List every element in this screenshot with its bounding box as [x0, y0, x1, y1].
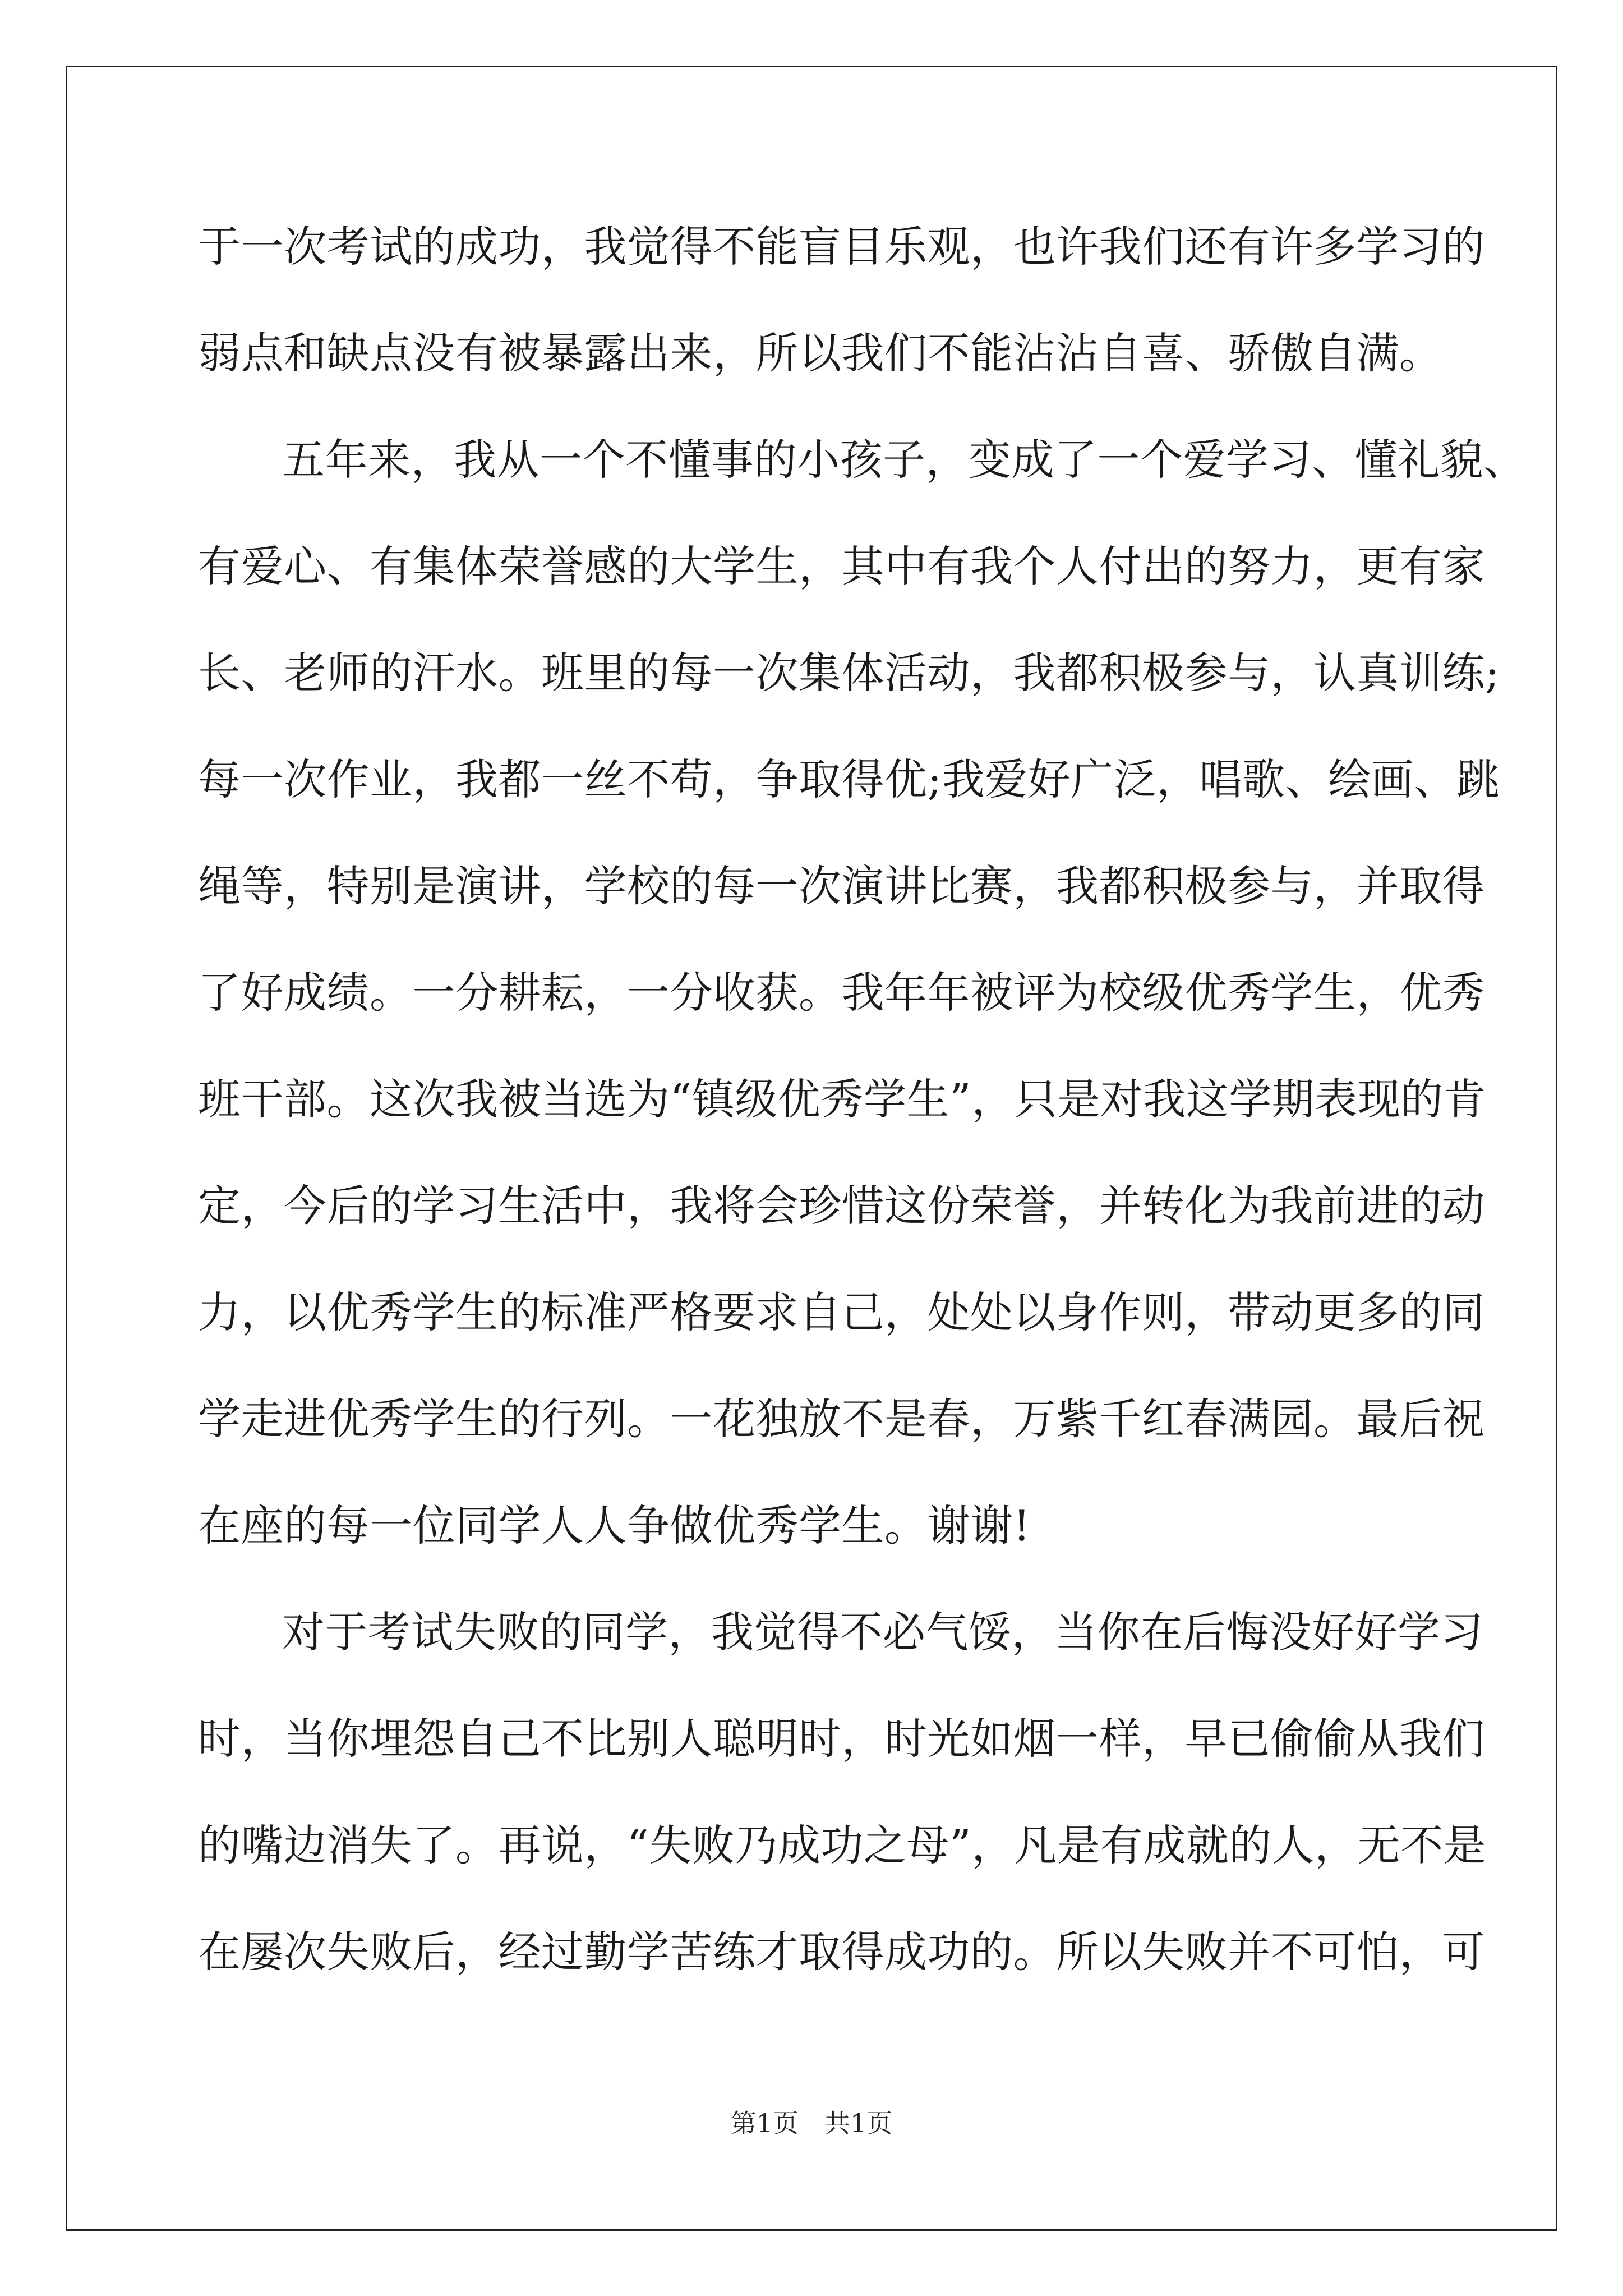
text-line: 的嘴边消失了。再说，“失败乃成功之母”，凡是有成就的人，无不是	[198, 1820, 1487, 1870]
text-line: 定，今后的学习生活中，我将会珍惜这份荣誉，并转化为我前进的动	[198, 1181, 1485, 1231]
text-line: 绳等，特别是演讲，学校的每一次演讲比赛，我都积极参与，并取得	[198, 861, 1485, 911]
text-line: 有爱心、有集体荣誉感的大学生，其中有我个人付出的努力，更有家	[198, 541, 1485, 591]
page-footer	[0, 2106, 1623, 2140]
text-line: 在屡次失败后，经过勤学苦练才取得成功的。所以失败并不可怕，可	[198, 1927, 1485, 1977]
text-line: 长、老师的汗水。班里的每一次集体活动，我都积极参与，认真训练;	[198, 648, 1500, 698]
text-line: 时，当你埋怨自己不比别人聪明时，时光如烟一样，早已偷偷从我们	[198, 1714, 1485, 1764]
text-line: 五年来，我从一个不懂事的小孩子，变成了一个爱学习、懂礼貌、	[282, 435, 1527, 485]
text-line: 班干部。这次我被当选为“镇级优秀学生”，只是对我这学期表现的肯	[198, 1074, 1487, 1124]
page-frame	[66, 66, 1557, 2231]
text-line: 弱点和缺点没有被暴露出来，所以我们不能沾沾自喜、骄傲自满。	[198, 328, 1442, 378]
text-line: 了好成绩。一分耕耘，一分收获。我年年被评为校级优秀学生，优秀	[198, 968, 1485, 1018]
text-line: 对于考试失败的同学，我觉得不必气馁，当你在后悔没好好学习	[282, 1607, 1483, 1657]
text-line: 力，以优秀学生的标准严格要求自己，处处以身作则，带动更多的同	[198, 1287, 1485, 1337]
text-line: 在座的每一位同学人人争做优秀学生。谢谢!	[198, 1501, 1031, 1550]
page-number: 第1页	[730, 2108, 799, 2138]
text-line: 于一次考试的成功，我觉得不能盲目乐观，也许我们还有许多学习的	[198, 222, 1485, 272]
page-total: 共1页	[824, 2108, 893, 2138]
text-line: 每一次作业，我都一丝不苟，争取得优;我爱好广泛，唱歌、绘画、跳	[198, 754, 1500, 804]
text-line: 学走进优秀学生的行列。一花独放不是春，万紫千红春满园。最后祝	[198, 1394, 1485, 1444]
